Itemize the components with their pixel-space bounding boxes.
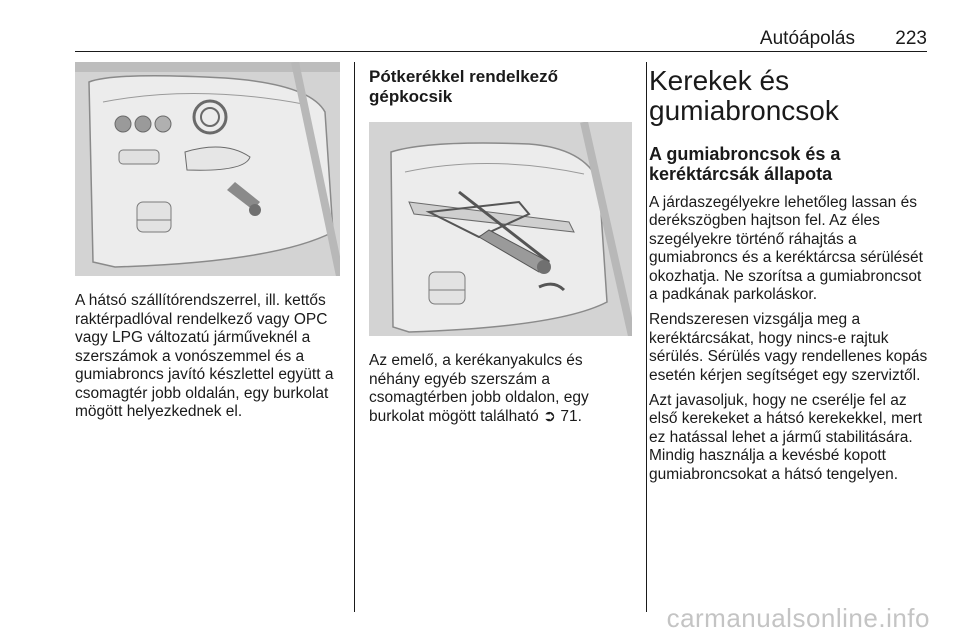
figure-caption-1: A hátsó szállítórendszerrel, ill. kettős raktérpadlóval rendelkező vagy OPC vagy LPG változatú járműveknél a szerszámok a vonószemmel és a gumiabroncs javító készlettel együtt a csomagtér jobb oldalán, egy burkolat mögött helyezkednek el.	[75, 292, 334, 420]
section-title: Autóápolás	[759, 28, 855, 49]
column-2	[369, 62, 632, 426]
paragraph: A járdaszegélyekre lehetőleg lassan és derékszögben hajtson fel. Az éles szegélyekre történő ráhajtás a gumiabroncs és a keréktárcsa sérülését okozhatja. Ne szorítsa a gumiabroncsot a padkának parkoláskor.	[649, 194, 923, 304]
column-1	[75, 62, 340, 422]
chapter-title: Kerekek és gumiabroncsok	[649, 65, 839, 126]
section-subtitle: A gumiabroncsok és a keréktárcsák állapota	[649, 144, 841, 184]
figure-caption-2: Az emelő, a kerékanyakulcs és néhány egyéb szerszám a csomagtérben jobb oldalon, egy burkolat mögött található ➲ 71.	[369, 352, 589, 425]
jack-tool-illustration	[369, 122, 632, 336]
page-number: 223	[895, 28, 927, 49]
header-rule	[75, 51, 927, 52]
jack-illustration-svg	[369, 122, 632, 336]
page-header	[75, 0, 927, 50]
paragraph: Rendszeresen vizsgálja meg a keréktárcsákat, hogy nincs-e rajtuk sérülés. Sérülés vagy rendellenes kopás esetén kérjen segítséget egy szerviztől.	[649, 311, 928, 384]
column-3	[649, 62, 930, 491]
paragraph: Azt javasoljuk, hogy ne cserélje fel az első kerekeket a hátsó kerekekkel, mert ez hatással lehet a jármű stabilitására. Mindig használja a kevésbé kopott gumiabroncsokat a hátsó tengelyen.	[649, 392, 923, 483]
watermark: carmanualsonline.info	[666, 603, 930, 633]
column-divider-2	[646, 62, 647, 612]
column-divider-1	[354, 62, 355, 612]
spare-wheel-heading: Pótkerékkel rendelkező gépkocsik	[369, 67, 558, 106]
trunk-tool-compartment-illustration	[75, 62, 340, 276]
trunk-illustration-svg	[75, 62, 340, 276]
